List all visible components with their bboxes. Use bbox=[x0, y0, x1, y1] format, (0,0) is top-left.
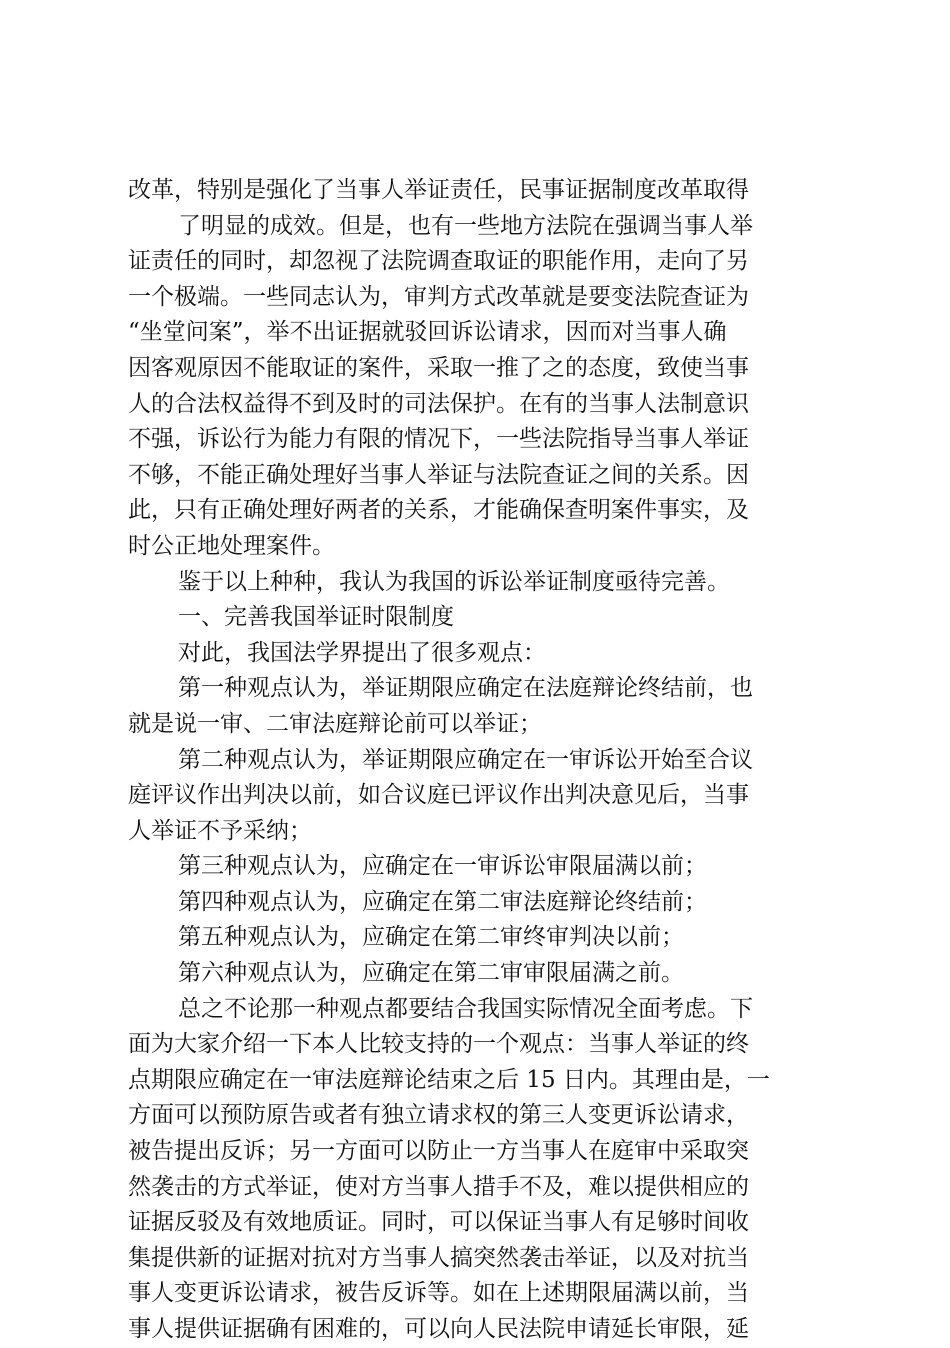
text-line: 改革，特别是强化了当事人举证责任，民事证据制度改革取得 bbox=[128, 177, 749, 203]
text-line: 一、完善我国举证时限制度 bbox=[178, 604, 454, 631]
document-body bbox=[128, 173, 832, 1348]
text-line: 就是说一审、二审法庭辩论前可以举证； bbox=[128, 710, 542, 737]
text-line: 集提供新的证据对抗对方当事人搞突然袭击举证，以及对抗当 bbox=[128, 1244, 749, 1271]
text-line: 第五种观点认为，应确定在第二审终审判决以前； bbox=[178, 924, 684, 951]
text-line: 人举证不予采纳； bbox=[128, 817, 312, 844]
text-line: 第三种观点认为，应确定在一审诉讼审限届满以前； bbox=[178, 853, 707, 880]
text-line: 庭评议作出判决以前，如合议庭已评议作出判决意见后，当事 bbox=[128, 782, 749, 809]
text-line: 事人提供证据确有困难的，可以向人民法院申请延长审限，延 bbox=[128, 1316, 749, 1342]
text-line: 此，只有正确处理好两者的关系，才能确保查明案件事实，及 bbox=[128, 497, 749, 524]
text-line: 了明显的成效。但是，也有一些地方法院在强调当事人举 bbox=[178, 212, 753, 239]
text-line: 第六种观点认为，应确定在第二审审限届满之前。 bbox=[178, 960, 684, 987]
text-line: 被告提出反诉；另一方面可以防止一方当事人在庭审中采取突 bbox=[128, 1138, 749, 1165]
text-line: 第一种观点认为，举证期限应确定在法庭辩论终结前，也 bbox=[178, 675, 753, 702]
text-line: 然袭击的方式举证，使对方当事人措手不及，难以提供相应的 bbox=[128, 1173, 749, 1200]
text-line: 人的合法权益得不到及时的司法保护。在有的当事人法制意识 bbox=[128, 390, 749, 417]
text-line: 不够，不能正确处理好当事人举证与法院查证之间的关系。因 bbox=[128, 461, 749, 488]
text-line: 证责任的同时，却忽视了法院调查取证的职能作用，走向了另 bbox=[128, 248, 749, 275]
text-line: 一个极端。一些同志认为，审判方式改革就是要变法院查证为 bbox=[128, 283, 749, 310]
text-line: 点期限应确定在一审法庭辩论结束之后 15 日内。其理由是，一 bbox=[128, 1066, 770, 1093]
text-line: 事人变更诉讼请求，被告反诉等。如在上述期限届满以前，当 bbox=[128, 1280, 749, 1307]
text-line: “坐堂问案”，举不出证据就驳回诉讼请求，因而对当事人确 bbox=[128, 319, 727, 346]
text-line: 鉴于以上种种，我认为我国的诉讼举证制度亟待完善。 bbox=[178, 568, 730, 595]
text-line: 第二种观点认为，举证期限应确定在一审诉讼开始至合议 bbox=[178, 746, 753, 773]
text-line: 面为大家介绍一下本人比较支持的一个观点：当事人举证的终 bbox=[128, 1031, 749, 1058]
text-line: 时公正地处理案件。 bbox=[128, 532, 335, 559]
text-line: 因客观原因不能取证的案件，采取一推了之的态度，致使当事 bbox=[128, 354, 749, 381]
text-line: 总之不论那一种观点都要结合我国实际情况全面考虑。下 bbox=[178, 995, 753, 1022]
text-line: 对此，我国法学界提出了很多观点： bbox=[178, 639, 546, 666]
text-line: 第四种观点认为，应确定在第二审法庭辩论终结前； bbox=[178, 888, 707, 915]
text-line: 证据反驳及有效地质证。同时，可以保证当事人有足够时间收 bbox=[128, 1209, 749, 1236]
text-line: 不强，诉讼行为能力有限的情况下，一些法院指导当事人举证 bbox=[128, 426, 749, 453]
text-line: 方面可以预防原告或者有独立请求权的第三人变更诉讼请求， bbox=[128, 1102, 749, 1129]
